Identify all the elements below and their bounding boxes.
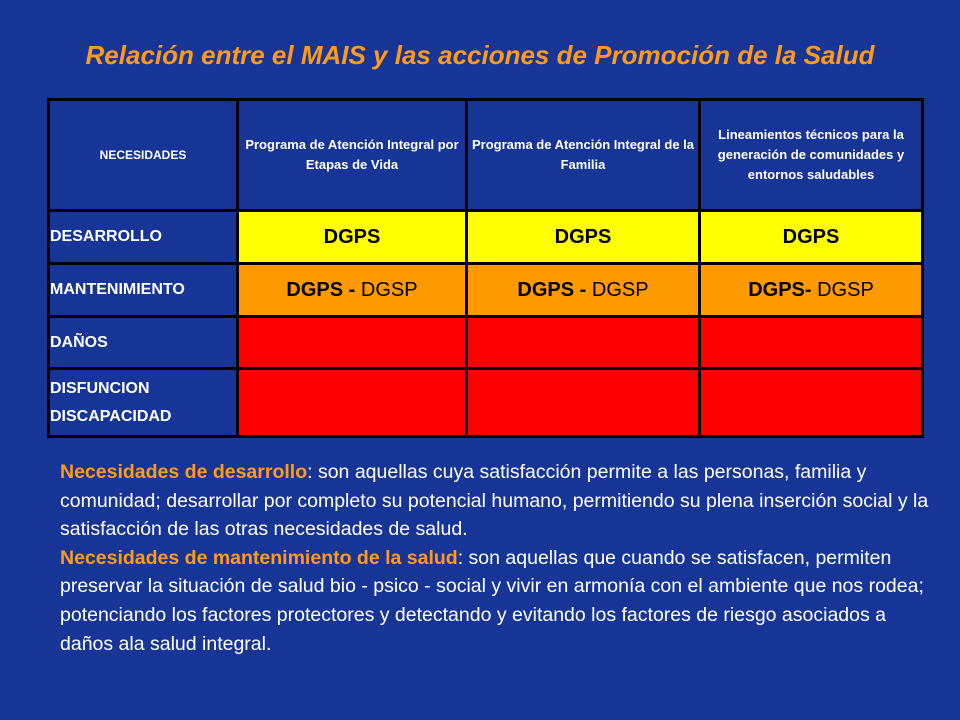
row-label-line: DISCAPACIDAD bbox=[50, 407, 172, 425]
table-row-mantenimiento bbox=[49, 264, 923, 317]
row-label-line: DISFUNCION bbox=[50, 379, 150, 397]
cell-bold-part: DGPS - bbox=[286, 278, 356, 301]
table-cell bbox=[238, 264, 467, 317]
definition-desarrollo bbox=[60, 458, 930, 544]
page-title: Relación entre el MAIS y las acciones de Promoción de la Salud bbox=[85, 40, 875, 70]
definition-mantenimiento-text: : son aquellas que cuando se satisfacen, permiten preservar la situación de salud bio - psico - social y vivir en armonía con el ambiente que nos rodea; potenciando los factores protectores y detectando y evitando los factores de riesgo asociados a daños ala salud integral. bbox=[60, 546, 924, 655]
cell-normal-part: DGSP bbox=[355, 278, 418, 301]
table-row-desarrollo bbox=[49, 211, 923, 264]
cell-bold-part: DGPS- bbox=[748, 278, 812, 301]
header-familia: Programa de Atención Integral de la Familia bbox=[467, 100, 700, 211]
row-label-danos: DAÑOS bbox=[49, 317, 238, 369]
table-cell bbox=[238, 369, 467, 437]
table-cell: DGPS bbox=[700, 211, 923, 264]
table-cell bbox=[700, 264, 923, 317]
definitions-text bbox=[60, 458, 930, 658]
header-necesidades: NECESIDADES bbox=[49, 100, 238, 211]
definition-mantenimiento bbox=[60, 544, 930, 658]
table-cell bbox=[700, 317, 923, 369]
header-lineamientos: Lineamientos técnicos para la generación de comunidades y entornos saludables bbox=[700, 100, 923, 211]
table-cell bbox=[467, 264, 700, 317]
cell-bold-part: DGPS - bbox=[517, 278, 587, 301]
table-row-disfuncion bbox=[49, 369, 923, 437]
table-cell bbox=[467, 369, 700, 437]
cell-normal-part: DGSP bbox=[811, 278, 874, 301]
header-etapas-de-vida: Programa de Atención Integral por Etapas de Vida bbox=[238, 100, 467, 211]
term-desarrollo: Necesidades de desarrollo bbox=[60, 461, 308, 483]
table-cell bbox=[467, 317, 700, 369]
term-mantenimiento: Necesidades de mantenimiento de la salud bbox=[60, 546, 458, 569]
mais-matrix-table bbox=[47, 98, 924, 438]
table-header-row bbox=[49, 100, 923, 211]
row-label-desarrollo: DESARROLLO bbox=[49, 211, 238, 264]
table-cell: DGPS bbox=[467, 211, 700, 264]
cell-normal-part: DGSP bbox=[586, 278, 649, 301]
row-label-mantenimiento: MANTENIMIENTO bbox=[49, 264, 238, 317]
table-cell bbox=[700, 369, 923, 437]
table-cell bbox=[238, 317, 467, 369]
row-label-disfuncion bbox=[49, 369, 238, 437]
table-cell: DGPS bbox=[238, 211, 467, 264]
table-row-danos bbox=[49, 317, 923, 369]
definition-desarrollo-text: : son aquellas cuya satisfacción permite a las personas, familia y comunidad; desarrollar por completo su potencial humano, permitiendo su plena inserción social y la satisfacción de las otras necesidades de salud. bbox=[60, 461, 929, 541]
